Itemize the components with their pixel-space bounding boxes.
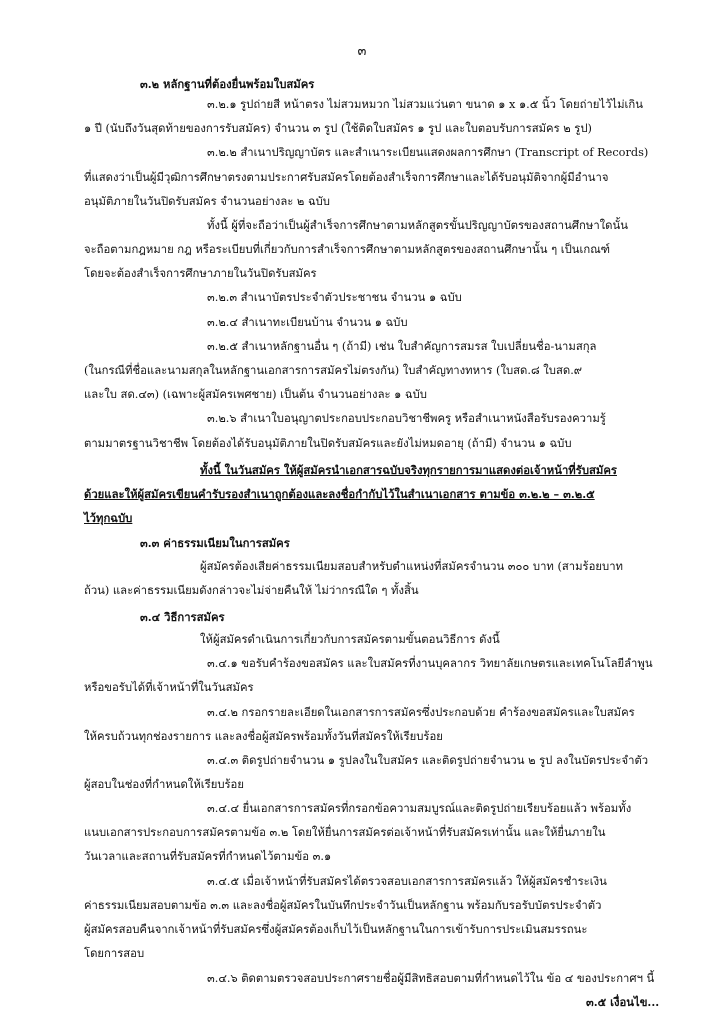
step-3-4-3-line-2: ผู้สอบในช่องที่กำหนดให้เรียบร้อย: [84, 778, 244, 791]
item-3-2-6-line-1: ๓.๒.๖ สำเนาใบอนุญาตประกอบประกอบวิชาชีพครู หรือสำเนาหนังสือรับรองความรู้: [207, 412, 606, 425]
item-3-2-2-line-1: ๓.๒.๒ สำเนาปริญญาบัตร และสำเนาระเบียนแสดงผลการศึกษา (Transcript of Records): [207, 146, 649, 159]
item-3-2-2-line-3: อนุมัติภายในวันปิดรับสมัคร จำนวนอย่างละ ๒ ฉบับ: [84, 195, 330, 208]
step-3-4-1-line-2: หรือขอรับได้ที่เจ้าหน้าที่ในวันสมัคร: [84, 681, 254, 694]
page-number: ๓: [357, 44, 367, 59]
step-3-4-5-line-2: ค่าธรรมเนียมสอบตามข้อ ๓.๓ และลงชื่อผู้สมัครในบันทึกประจำวันเป็นหลักฐาน พร้อมกับรอรับบัตรประจำตัว: [84, 899, 602, 912]
item-3-2-6-line-2: ตามมาตรฐานวิชาชีพ โดยต้องได้รับอนุมัติภายในปิดรับสมัครและยังไม่หมดอายุ (ถ้ามี) จำนวน ๑ ฉบับ: [84, 437, 572, 450]
procedure-intro: ให้ผู้สมัครดำเนินการเกี่ยวกับการสมัครตามขั้นตอนวิธีการ ดังนี้: [200, 633, 500, 646]
fee-line-2: ถ้วน) และค่าธรรมเนียมดังกล่าวจะไม่จ่ายคืนให้ ไม่ว่ากรณีใด ๆ ทั้งสิ้น: [84, 584, 419, 597]
step-3-4-1-line-1: ๓.๔.๑ ขอรับคำร้องขอสมัคร และใบสมัครที่งานบุคลากร วิทยาลัยเกษตรและเทคโนโลยีลำพูน: [207, 657, 653, 670]
step-3-4-5-line-1: ๓.๔.๕ เมื่อเจ้าหน้าที่รับสมัครได้ตรวจสอบเอกสารการสมัครแล้ว ให้ผู้สมัครชำระเงิน: [207, 875, 607, 888]
item-3-2-2-line-2: ที่แสดงว่าเป็นผู้มีวุฒิการศึกษาตรงตามประกาศรับสมัครโดยต้องสำเร็จการศึกษาและได้รับอนุมัติจากผู้มีอำนาจ: [84, 171, 609, 184]
fee-line-1: ผู้สมัครต้องเสียค่าธรรมเนียมสอบสำหรับตำแหน่งที่สมัครจำนวน ๓๐๐ บาท (สามร้อยบาท: [200, 560, 623, 573]
step-3-4-4-line-1: ๓.๔.๔ ยื่นเอกสารการสมัครที่กรอกข้อความสมบูรณ์และติดรูปถ่ายเรียบร้อยแล้ว พร้อมทั้ง: [207, 802, 632, 815]
item-3-2-5-line-2: (ในกรณีที่ชื่อและนามสกุลในหลักฐานเอกสารการสมัครไม่ตรงกัน) ใบสำคัญทางทหาร (ใบสด.๘ ใบสด.๙: [84, 364, 583, 377]
step-3-4-5-line-3: ผู้สมัครสอบคืนจากเจ้าหน้าที่รับสมัครซึ่งผู้สมัครต้องเก็บไว้เป็นหลักฐานในการเข้ารับการประเมินสมรรถนะ: [84, 923, 588, 936]
step-3-4-6: ๓.๔.๖ ติดตามตรวจสอบประกาศรายชื่อผู้มีสิทธิสอบตามที่กำหนดไว้ใน ข้อ ๔ ของประกาศฯ นี้: [207, 972, 655, 985]
note-line-3: โดยจะต้องสำเร็จการศึกษาภายในวันปิดรับสมัคร: [84, 267, 317, 280]
step-3-4-2-line-1: ๓.๔.๒ กรอกรายละเอียดในเอกสารการสมัครซึ่งประกอบด้วย คำร้องขอสมัครและใบสมัคร: [207, 706, 635, 719]
item-3-2-1-line-1: ๓.๒.๑ รูปถ่ายสี หน้าตรง ไม่สวมหมวก ไม่สวมแว่นตา ขนาด ๑ x ๑.๕ นิ้ว โดยถ่ายไว้ไม่เกิน: [207, 98, 643, 111]
step-3-4-2-line-2: ให้ครบถ้วนทุกช่องรายการ และลงชื่อผู้สมัครพร้อมทั้งวันที่สมัครให้เรียบร้อย: [84, 730, 443, 743]
section-3-3-heading: ๓.๓ ค่าธรรมเนียมในการสมัคร: [140, 536, 290, 550]
step-3-4-4-line-2: แนบเอกสารประกอบการสมัครตามข้อ ๓.๒ โดยให้ยื่นการสมัครต่อเจ้าหน้าที่รับสมัครเท่านั้น และให้ยื่นภายใน: [84, 826, 606, 839]
item-3-2-5-line-1: ๓.๒.๕ สำเนาหลักฐานอื่น ๆ (ถ้ามี) เช่น ใบสำคัญการสมรส ใบเปลี่ยนชื่อ-นามสกุล: [207, 340, 597, 353]
step-3-4-3-line-1: ๓.๔.๓ ติดรูปถ่ายจำนวน ๑ รูปลงในใบสมัคร และติดรูปถ่ายจำนวน ๒ รูป ลงในบัตรประจำตัว: [207, 754, 649, 767]
bold-note-line-1: ทั้งนี้ ในวันสมัคร ให้ผู้สมัครนำเอกสารฉบับจริงทุกรายการมาแสดงต่อเจ้าหน้าที่รับสมัคร: [200, 463, 617, 477]
item-3-2-3: ๓.๒.๓ สำเนาบัตรประจำตัวประชาชน จำนวน ๑ ฉบับ: [207, 291, 462, 304]
item-3-2-5-line-3: และใบ สด.๔๓) (เฉพาะผู้สมัครเพศชาย) เป็นต้น จำนวนอย่างละ ๑ ฉบับ: [84, 388, 427, 401]
bold-note-line-3: ไว้ทุกฉบับ: [84, 511, 133, 525]
bold-note-line-2: ด้วยและให้ผู้สมัครเขียนคำรับรองสำเนาถูกต้องและลงชื่อกำกับไว้ในสำเนาเอกสาร ตามข้อ ๓.๒.๒ – ๓.๒.๕: [84, 487, 595, 501]
section-3-4-heading: ๓.๔ วิธีการสมัคร: [140, 610, 225, 624]
step-3-4-5-line-4: โดยการสอบ: [84, 947, 145, 960]
note-line-1: ทั้งนี้ ผู้ที่จะถือว่าเป็นผู้สำเร็จการศึกษาตามหลักสูตรขั้นปริญญาบัตรของสถานศึกษาใดนั้น: [207, 219, 628, 232]
section-3-2-heading: ๓.๒ หลักฐานที่ต้องยื่นพร้อมใบสมัคร: [140, 77, 315, 91]
note-line-2: จะถือตามกฎหมาย กฎ หรือระเบียบที่เกี่ยวกับการสำเร็จการศึกษาตามหลักสูตรของสถานศึกษานั้น ๆ เป็นเกณฑ์: [84, 243, 611, 256]
continuation-note: ๓.๕ เงื่อนไข...: [586, 995, 660, 1009]
item-3-2-4: ๓.๒.๔ สำเนาทะเบียนบ้าน จำนวน ๑ ฉบับ: [207, 316, 408, 329]
step-3-4-4-line-3: วันเวลาและสถานที่รับสมัครที่กำหนดไว้ตามข้อ ๓.๑: [84, 850, 332, 863]
item-3-2-1-line-2: ๑ ปี (นับถึงวันสุดท้ายของการรับสมัคร) จำนวน ๓ รูป (ใช้ติดใบสมัคร ๑ รูป และใบตอบรับการสมัคร ๒ รูป): [84, 122, 592, 135]
